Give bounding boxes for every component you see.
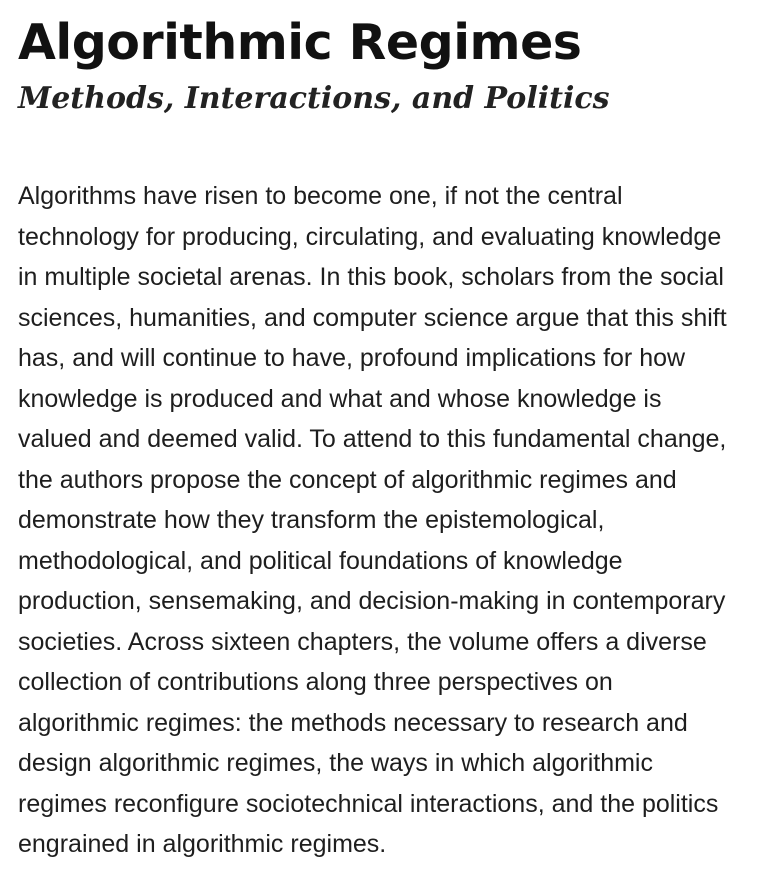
description-line: regimes reconfigure sociotechnical interactions, and the politics [18, 789, 719, 818]
description-line: collection of contributions along three perspectives on [18, 668, 613, 696]
description-line: valued and deemed valid. To attend to this fundamental change, [18, 425, 727, 453]
description-line: knowledge is produced and what and whose knowledge is [18, 384, 662, 413]
description-line: the authors propose the concept of algorithmic regimes and [18, 465, 677, 494]
description-line: production, sensemaking, and decision-making in contemporary [18, 587, 726, 615]
book-description-page [18, 0, 762, 865]
book-title: Algorithmic Regimes [18, 14, 582, 71]
description-line: demonstrate how they transform the epistemological, [18, 506, 605, 534]
description-line: engrained in algorithmic regimes. [18, 830, 387, 858]
description-line: algorithmic regimes: the methods necessary to research and [18, 708, 688, 737]
description-line: technology for producing, circulating, and evaluating knowledge [18, 222, 722, 251]
description-line: in multiple societal arenas. In this book, scholars from the social [18, 263, 724, 291]
description-line: Algorithms have risen to become one, if not the central [18, 182, 623, 210]
description-line: has, and will continue to have, profound implications for how [18, 344, 686, 372]
description-line: methodological, and political foundations of knowledge [18, 546, 623, 575]
book-subtitle: Methods, Interactions, and Politics [18, 81, 610, 116]
description-line: sciences, humanities, and computer science argue that this shift [18, 303, 727, 332]
book-description [18, 176, 762, 865]
description-line: societies. Across sixteen chapters, the volume offers a diverse [18, 627, 707, 656]
description-line: design algorithmic regimes, the ways in which algorithmic [18, 749, 653, 777]
